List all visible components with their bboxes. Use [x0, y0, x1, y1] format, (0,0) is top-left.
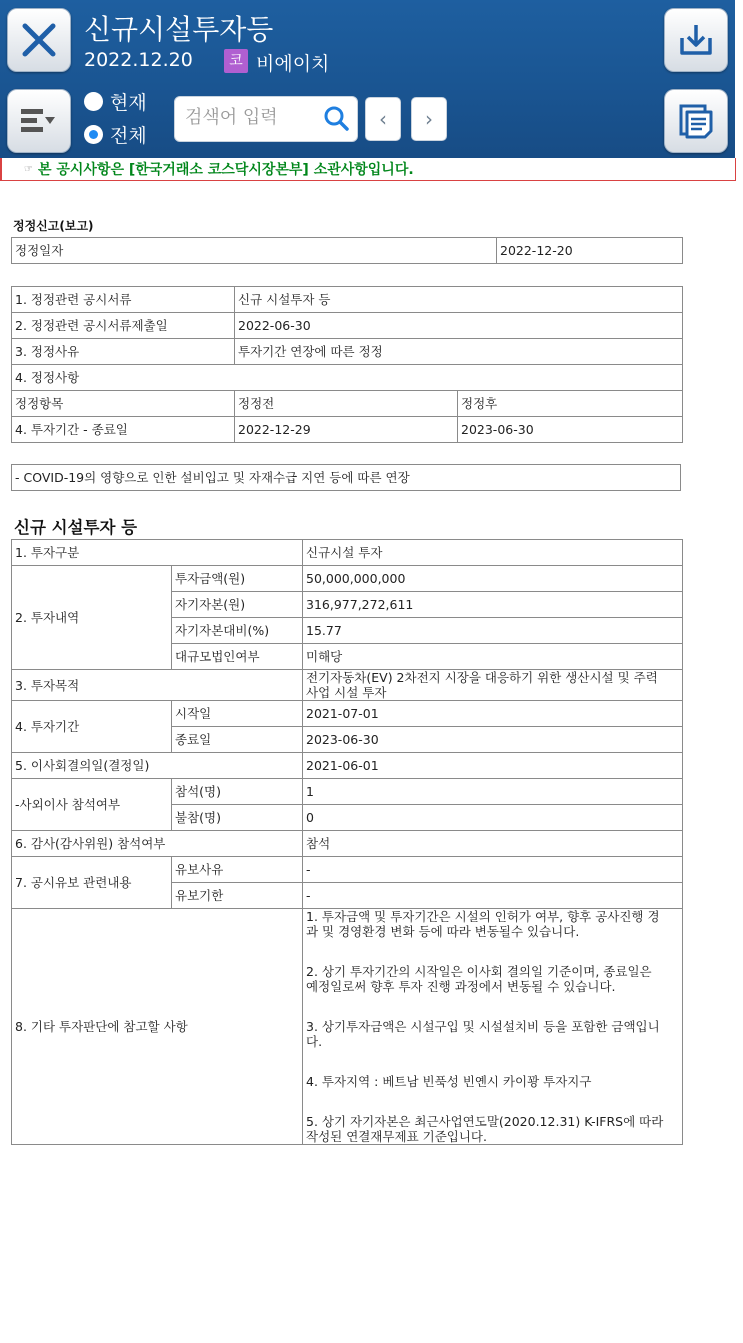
investment-title: 신규 시설투자 등 — [14, 518, 138, 537]
table-row — [12, 753, 683, 779]
table-row — [12, 417, 683, 443]
correction-note-table — [11, 464, 681, 491]
correction-date-value: 2022-12-20 — [497, 238, 683, 264]
radio-all-label: 전체 — [110, 125, 147, 147]
sub-label: 종료일 — [172, 727, 303, 753]
row-label: 3. 투자목적 — [12, 670, 303, 701]
documents-icon — [676, 101, 716, 141]
table-row — [12, 365, 683, 391]
table-row — [12, 313, 683, 339]
search-icon[interactable] — [323, 105, 349, 131]
correction-detail-table — [11, 286, 683, 443]
table-row — [12, 566, 683, 592]
cell-before: 2022-12-29 — [235, 417, 458, 443]
correction-items-label: 4. 정정사항 — [12, 365, 683, 391]
row-value: 0 — [303, 805, 683, 831]
sub-label: 유보기한 — [172, 883, 303, 909]
row-value: 참석 — [303, 831, 683, 857]
cell-item: 4. 투자기간 - 종료일 — [12, 417, 235, 443]
company-name: 비에이치 — [256, 53, 330, 75]
close-button[interactable] — [7, 8, 71, 72]
row-value: - — [303, 883, 683, 909]
sub-label: 자기자본대비(%) — [172, 618, 303, 644]
note-item: 4. 투자지역 : 베트남 빈푹성 빈옌시 카이꽝 투자지구 — [306, 1074, 592, 1089]
row-value: 316,977,272,611 — [303, 592, 683, 618]
row-value: 투자기간 연장에 따른 정정 — [235, 339, 683, 365]
sub-label: 유보사유 — [172, 857, 303, 883]
column-header: 정정항목 — [12, 391, 235, 417]
note-item: 5. 상기 자기자본은 최근사업연도말(2020.12.31) K-IFRS에 따라 작성된 연결재무제표 기준입니다. — [306, 1114, 664, 1144]
table-row — [12, 779, 683, 805]
table-row — [12, 857, 683, 883]
close-icon — [19, 20, 59, 60]
chevron-right-icon: › — [425, 107, 433, 131]
purpose-line: 사업 시설 투자 — [306, 685, 387, 700]
purpose-value — [303, 670, 683, 701]
row-value: 2021-06-01 — [303, 753, 683, 779]
radio-current-circle[interactable] — [84, 92, 103, 111]
search-box[interactable] — [174, 96, 358, 142]
sub-label: 대규모법인여부 — [172, 644, 303, 670]
other-notes — [303, 909, 683, 1145]
row-value: 50,000,000,000 — [303, 566, 683, 592]
list-menu-icon — [17, 101, 61, 141]
row-label: 5. 이사회결의일(결정일) — [12, 753, 303, 779]
jurisdiction-notice — [0, 158, 736, 181]
row-value: 2023-06-30 — [303, 727, 683, 753]
row-label: 3. 정정사유 — [12, 339, 235, 365]
row-label: 2. 정정관련 공시서류제출일 — [12, 313, 235, 339]
row-value: - — [303, 857, 683, 883]
radio-all-circle[interactable] — [84, 125, 103, 144]
row-label: 7. 공시유보 관련내용 — [12, 857, 172, 909]
sub-label: 불참(명) — [172, 805, 303, 831]
row-label: -사외이사 참석여부 — [12, 779, 172, 831]
row-label: 8. 기타 투자판단에 참고할 사항 — [12, 909, 303, 1145]
correction-section-title: 정정신고(보고) — [13, 219, 94, 233]
page-title: 신규시설투자등 — [84, 13, 274, 46]
copy-document-button[interactable] — [664, 89, 728, 153]
table-row — [12, 701, 683, 727]
row-value: 1 — [303, 779, 683, 805]
table-row — [12, 831, 683, 857]
column-header: 정정후 — [458, 391, 683, 417]
note-item: 3. 상기투자금액은 시설구입 및 시설설치비 등을 포함한 금액입니 다. — [306, 1019, 660, 1049]
table-row — [12, 540, 683, 566]
sub-label: 자기자본(원) — [172, 592, 303, 618]
sub-label: 투자금액(원) — [172, 566, 303, 592]
row-label: 4. 투자기간 — [12, 701, 172, 753]
row-value: 15.77 — [303, 618, 683, 644]
column-header: 정정전 — [235, 391, 458, 417]
row-label: 6. 감사(감사위원) 참석여부 — [12, 831, 303, 857]
row-label: 1. 투자구분 — [12, 540, 303, 566]
correction-note: - COVID-19의 영향으로 인한 설비입고 및 자재수급 지연 등에 따른 연장 — [12, 465, 681, 491]
row-value: 신규시설 투자 — [303, 540, 683, 566]
table-row — [12, 339, 683, 365]
disclosure-date: 2022.12.20 — [84, 49, 193, 71]
download-button[interactable] — [664, 8, 728, 72]
table-row — [12, 670, 683, 701]
note-item: 2. 상기 투자기간의 시작일은 이사회 결의일 기준이며, 종료일은 예정일로써 향후 투자 진행 과정에서 변동될 수 있습니다. — [306, 964, 652, 994]
prev-result-button[interactable] — [365, 97, 401, 141]
radio-current-label: 현재 — [110, 92, 147, 114]
next-result-button[interactable] — [411, 97, 447, 141]
search-input[interactable] — [183, 106, 317, 129]
cell-after: 2023-06-30 — [458, 417, 683, 443]
correction-date-table — [11, 237, 683, 264]
radio-all[interactable] — [84, 121, 147, 148]
notice-text: 본 공시사항은 [한국거래소 코스닥시장본부] 소관사항입니다. — [37, 162, 414, 178]
correction-date-label: 정정일자 — [12, 238, 497, 264]
row-value: 2021-07-01 — [303, 701, 683, 727]
investment-table — [11, 539, 683, 1145]
purpose-line: 전기자동차(EV) 2차전지 시장을 대응하기 위한 생산시설 및 주력 — [306, 670, 658, 685]
sub-label: 참석(명) — [172, 779, 303, 805]
download-icon — [676, 20, 716, 60]
row-value: 미해당 — [303, 644, 683, 670]
market-badge: 코 — [224, 49, 248, 73]
pointing-hand-icon: ☞ — [24, 163, 33, 175]
table-row — [12, 909, 683, 1145]
row-label: 1. 정정관련 공시서류 — [12, 287, 235, 313]
table-row — [12, 287, 683, 313]
table-header-row — [12, 391, 683, 417]
note-item: 1. 투자금액 및 투자기간은 시설의 인허가 여부, 향후 공사진행 경 과 및 경영환경 변화 등에 따라 변동될수 있습니다. — [306, 909, 660, 939]
row-label: 2. 투자내역 — [12, 566, 172, 670]
chevron-left-icon: ‹ — [379, 107, 387, 131]
row-value: 2022-06-30 — [235, 313, 683, 339]
app-header — [0, 0, 735, 158]
radio-current[interactable] — [84, 88, 147, 115]
menu-button[interactable] — [7, 89, 71, 153]
sub-label: 시작일 — [172, 701, 303, 727]
row-value: 신규 시설투자 등 — [235, 287, 683, 313]
